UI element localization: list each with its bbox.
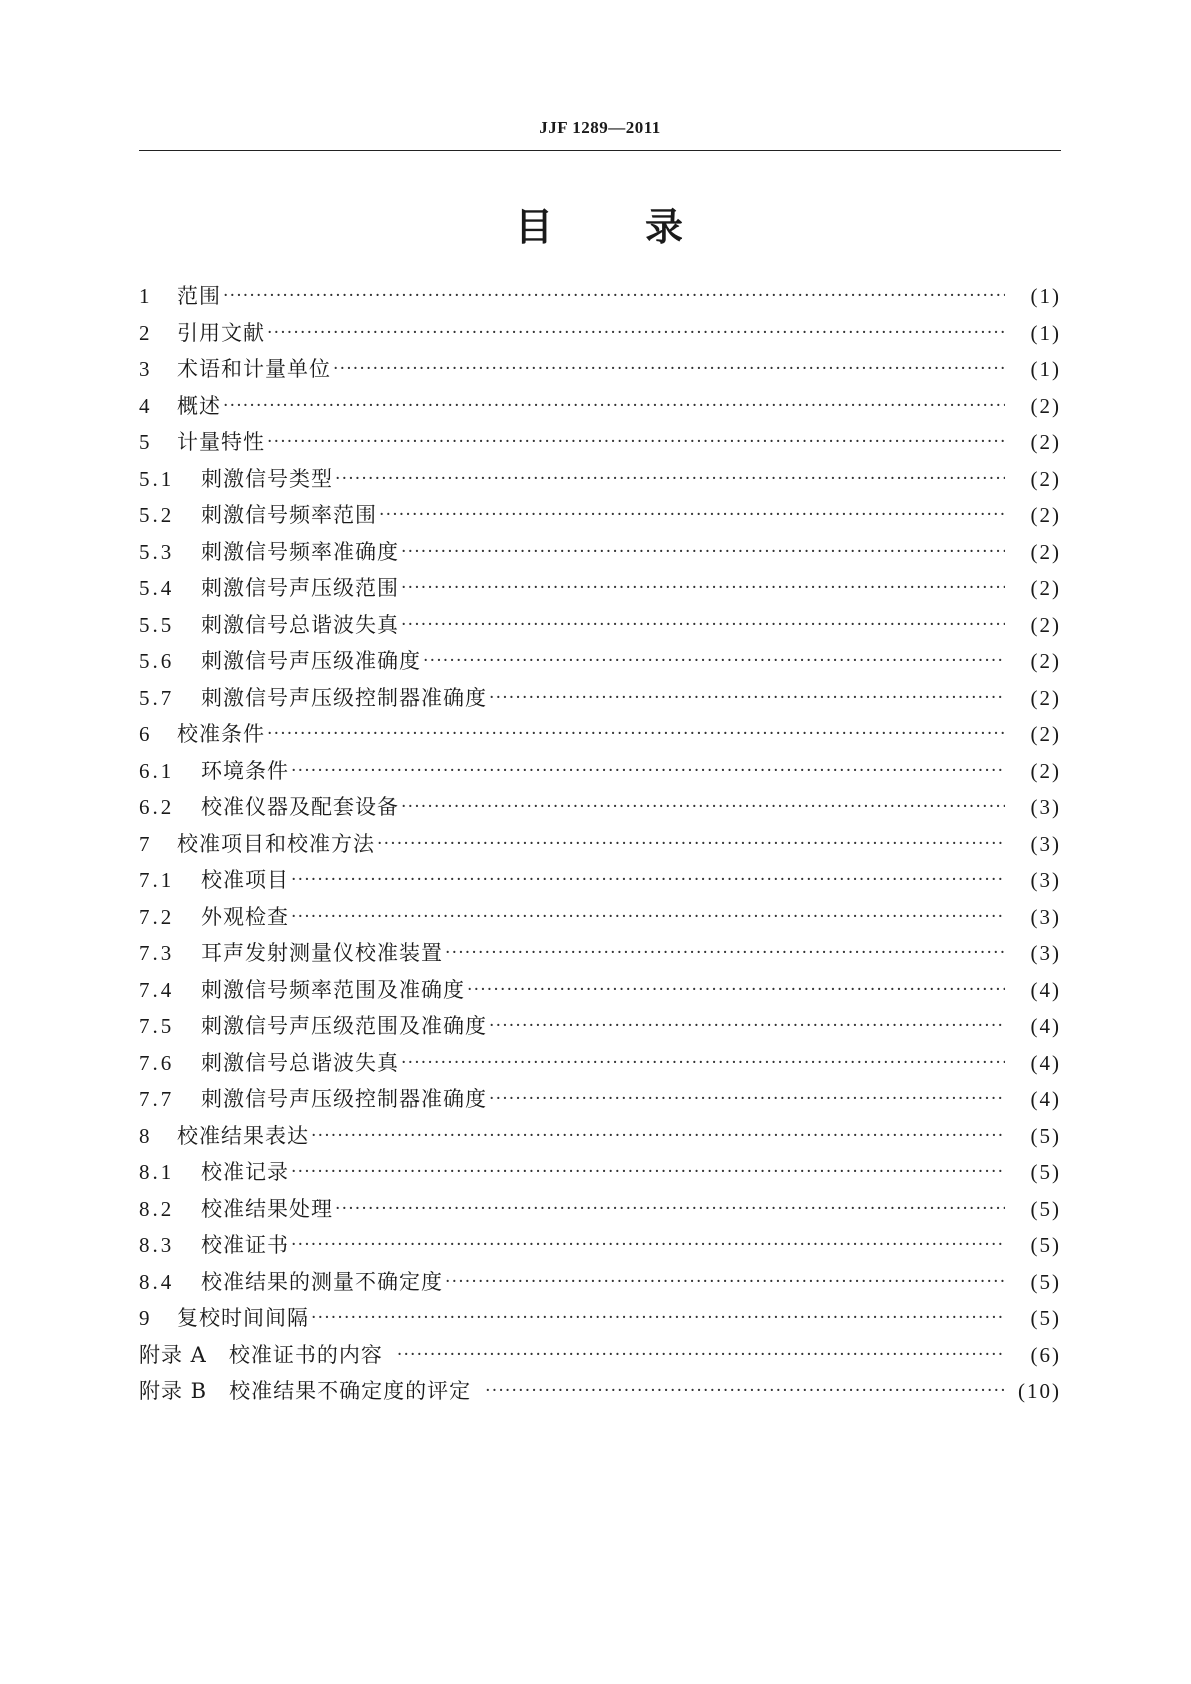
toc-leader-dots bbox=[379, 497, 1005, 534]
toc-number: 7.7 bbox=[139, 1087, 175, 1111]
toc-number: 8.2 bbox=[139, 1196, 175, 1221]
toc-label: 校准结果不确定度的评定 bbox=[229, 1379, 472, 1403]
toc-entry[interactable] bbox=[139, 534, 1061, 571]
toc-entry[interactable] bbox=[139, 278, 1061, 315]
toc-label: 校准条件 bbox=[177, 722, 265, 746]
toc-number: 5 bbox=[139, 430, 153, 454]
toc-label: 校准仪器及配套设备 bbox=[201, 795, 399, 819]
toc-page-number: (5) bbox=[1030, 1196, 1061, 1221]
toc-page-number: (5) bbox=[1030, 1233, 1061, 1257]
toc-number: 5.3 bbox=[139, 539, 175, 564]
toc-entry[interactable] bbox=[139, 1118, 1061, 1155]
toc-page-number: (10) bbox=[1018, 1379, 1061, 1403]
toc-entry[interactable] bbox=[139, 1154, 1061, 1191]
toc-number: 6 bbox=[139, 722, 153, 746]
toc-entry[interactable] bbox=[139, 826, 1061, 863]
toc-leader-dots bbox=[291, 753, 1005, 790]
toc-leader-dots bbox=[291, 899, 1005, 936]
toc-label: 概述 bbox=[177, 393, 221, 418]
toc-entry[interactable] bbox=[139, 1045, 1061, 1082]
toc-page-number: (3) bbox=[1030, 904, 1061, 929]
toc-page-number: (2) bbox=[1030, 466, 1061, 491]
toc-page-number: (6) bbox=[1030, 1342, 1061, 1367]
toc-label: 耳声发射测量仪校准装置 bbox=[201, 941, 443, 965]
toc-entry[interactable] bbox=[139, 789, 1061, 826]
toc-entry[interactable] bbox=[139, 1008, 1061, 1045]
toc-appendix-entry[interactable] bbox=[139, 1337, 1061, 1374]
toc-page-number: (2) bbox=[1030, 503, 1061, 527]
toc-page-number: (2) bbox=[1030, 722, 1061, 746]
toc-label: 刺激信号声压级范围及准确度 bbox=[201, 1014, 487, 1038]
toc-entry[interactable] bbox=[139, 388, 1061, 425]
toc-entry[interactable] bbox=[139, 935, 1061, 972]
toc-number: 5.1 bbox=[139, 466, 175, 491]
toc-label: 引用文献 bbox=[177, 320, 265, 345]
toc-page-number: (3) bbox=[1030, 941, 1061, 965]
toc-entry[interactable] bbox=[139, 753, 1061, 790]
toc-label: 刺激信号总谐波失真 bbox=[201, 1050, 399, 1075]
toc-leader-dots bbox=[267, 716, 1005, 753]
toc-leader-dots bbox=[267, 315, 1005, 352]
toc-leader-dots bbox=[335, 1191, 1005, 1228]
toc-leader-dots bbox=[401, 607, 1005, 644]
toc-leader-dots bbox=[311, 1118, 1005, 1155]
toc-leader-dots bbox=[489, 680, 1005, 717]
toc-entry[interactable] bbox=[139, 1264, 1061, 1301]
toc-page-number: (2) bbox=[1030, 539, 1061, 564]
table-of-contents bbox=[139, 278, 1061, 1410]
toc-label: 范围 bbox=[177, 284, 221, 308]
toc-number: 8.1 bbox=[139, 1160, 175, 1184]
toc-leader-dots bbox=[311, 1300, 1005, 1337]
toc-page-number: (4) bbox=[1030, 1014, 1061, 1038]
toc-page-number: (4) bbox=[1030, 977, 1061, 1002]
toc-label: 校准结果的测量不确定度 bbox=[201, 1269, 443, 1294]
toc-page-number: (4) bbox=[1030, 1050, 1061, 1075]
toc-leader-dots bbox=[489, 1008, 1005, 1045]
toc-leader-dots bbox=[335, 461, 1005, 498]
toc-entry[interactable] bbox=[139, 461, 1061, 498]
toc-number: 4 bbox=[139, 393, 153, 418]
toc-page-number: (2) bbox=[1030, 685, 1061, 710]
header-divider bbox=[139, 150, 1061, 151]
toc-page-number: (2) bbox=[1030, 430, 1061, 454]
toc-leader-dots bbox=[291, 862, 1005, 899]
toc-number: 5.5 bbox=[139, 612, 175, 637]
toc-label: 刺激信号声压级范围 bbox=[201, 576, 399, 600]
toc-label: 复校时间间隔 bbox=[177, 1306, 309, 1330]
toc-page-number: (2) bbox=[1030, 393, 1061, 418]
toc-number: 7.2 bbox=[139, 904, 175, 929]
toc-page-number: (5) bbox=[1030, 1306, 1061, 1330]
toc-entry[interactable] bbox=[139, 497, 1061, 534]
toc-number: 7.4 bbox=[139, 977, 175, 1002]
toc-number: 5.2 bbox=[139, 503, 175, 527]
toc-number: 5.7 bbox=[139, 685, 175, 710]
toc-label: 计量特性 bbox=[177, 430, 265, 454]
toc-leader-dots bbox=[223, 388, 1005, 425]
title-char-2: 录 bbox=[645, 205, 686, 249]
appendix-prefix: 附录 B bbox=[139, 1379, 208, 1403]
toc-entry[interactable] bbox=[139, 899, 1061, 936]
toc-entry[interactable] bbox=[139, 607, 1061, 644]
toc-leader-dots bbox=[401, 570, 1005, 607]
toc-leader-dots bbox=[489, 1081, 1005, 1118]
toc-leader-dots bbox=[377, 826, 1005, 863]
toc-entry[interactable] bbox=[139, 1300, 1061, 1337]
toc-number: 6.1 bbox=[139, 758, 175, 783]
toc-entry[interactable] bbox=[139, 862, 1061, 899]
toc-page-number: (5) bbox=[1030, 1123, 1061, 1148]
toc-page-number: (2) bbox=[1030, 612, 1061, 637]
toc-number: 8.4 bbox=[139, 1269, 175, 1294]
toc-leader-dots bbox=[401, 534, 1005, 571]
toc-number: 7.5 bbox=[139, 1014, 175, 1038]
toc-leader-dots bbox=[267, 424, 1005, 461]
toc-page-number: (2) bbox=[1030, 649, 1061, 673]
toc-page-number: (2) bbox=[1030, 576, 1061, 600]
title-char-1: 目 bbox=[514, 205, 555, 249]
toc-leader-dots bbox=[291, 1227, 1005, 1264]
toc-number: 9 bbox=[139, 1306, 153, 1330]
toc-entry[interactable] bbox=[139, 680, 1061, 717]
toc-label: 术语和计量单位 bbox=[177, 357, 331, 381]
toc-label: 环境条件 bbox=[201, 758, 289, 783]
toc-leader-dots bbox=[401, 789, 1005, 826]
toc-label: 刺激信号总谐波失真 bbox=[201, 612, 399, 637]
toc-label: 刺激信号频率范围 bbox=[201, 503, 377, 527]
toc-leader-dots bbox=[401, 1045, 1005, 1082]
toc-number: 7.3 bbox=[139, 941, 175, 965]
toc-number: 5.4 bbox=[139, 576, 175, 600]
toc-entry[interactable] bbox=[139, 1081, 1061, 1118]
toc-page-number: (3) bbox=[1030, 795, 1061, 819]
document-code-header: JJF 1289—2011 bbox=[539, 118, 661, 137]
toc-entry[interactable] bbox=[139, 570, 1061, 607]
toc-label: 校准证书 bbox=[201, 1233, 289, 1257]
toc-label: 校准记录 bbox=[201, 1160, 289, 1184]
toc-number: 1 bbox=[139, 284, 153, 308]
toc-number: 3 bbox=[139, 357, 153, 381]
toc-appendix-entry[interactable] bbox=[139, 1373, 1061, 1410]
toc-page-number: (1) bbox=[1030, 357, 1061, 381]
toc-page-number: (2) bbox=[1030, 758, 1061, 783]
toc-number: 6.2 bbox=[139, 795, 175, 819]
toc-leader-dots bbox=[445, 935, 1005, 972]
toc-leader-dots bbox=[485, 1373, 1005, 1410]
toc-leader-dots bbox=[291, 1154, 1005, 1191]
toc-label: 校准结果处理 bbox=[201, 1196, 333, 1221]
toc-leader-dots bbox=[445, 1264, 1005, 1301]
toc-number: 8 bbox=[139, 1123, 153, 1148]
toc-leader-dots bbox=[423, 643, 1005, 680]
toc-leader-dots bbox=[223, 278, 1005, 315]
toc-label: 刺激信号声压级控制器准确度 bbox=[201, 685, 487, 710]
toc-number: 7 bbox=[139, 831, 153, 856]
page-title bbox=[139, 196, 1061, 251]
toc-entry[interactable] bbox=[139, 1227, 1061, 1264]
toc-label: 刺激信号频率准确度 bbox=[201, 539, 399, 564]
toc-entry[interactable] bbox=[139, 315, 1061, 352]
toc-entry[interactable] bbox=[139, 643, 1061, 680]
toc-number: 7.1 bbox=[139, 868, 175, 892]
toc-label: 校准结果表达 bbox=[177, 1123, 309, 1148]
toc-page-number: (5) bbox=[1030, 1160, 1061, 1184]
toc-number: 5.6 bbox=[139, 649, 175, 673]
toc-entry[interactable] bbox=[139, 716, 1061, 753]
toc-label: 外观检查 bbox=[201, 904, 289, 929]
toc-label: 刺激信号频率范围及准确度 bbox=[201, 977, 465, 1002]
toc-label: 刺激信号类型 bbox=[201, 466, 333, 491]
toc-leader-dots bbox=[333, 351, 1005, 388]
toc-entry[interactable] bbox=[139, 424, 1061, 461]
appendix-prefix: 附录 A bbox=[139, 1342, 207, 1367]
toc-leader-dots bbox=[467, 972, 1005, 1009]
toc-page-number: (4) bbox=[1030, 1087, 1061, 1111]
toc-page-number: (5) bbox=[1030, 1269, 1061, 1294]
toc-entry[interactable] bbox=[139, 351, 1061, 388]
toc-label: 校准项目和校准方法 bbox=[177, 831, 375, 856]
toc-number: 8.3 bbox=[139, 1233, 175, 1257]
toc-page-number: (1) bbox=[1030, 284, 1061, 308]
toc-label: 校准项目 bbox=[201, 868, 289, 892]
toc-page-number: (1) bbox=[1030, 320, 1061, 345]
toc-number: 7.6 bbox=[139, 1050, 175, 1075]
toc-leader-dots bbox=[397, 1337, 1005, 1374]
toc-label: 刺激信号声压级准确度 bbox=[201, 649, 421, 673]
toc-label: 刺激信号声压级控制器准确度 bbox=[201, 1087, 487, 1111]
toc-entry[interactable] bbox=[139, 972, 1061, 1009]
toc-page-number: (3) bbox=[1030, 868, 1061, 892]
toc-label: 校准证书的内容 bbox=[228, 1342, 383, 1367]
toc-page-number: (3) bbox=[1030, 831, 1061, 856]
toc-entry[interactable] bbox=[139, 1191, 1061, 1228]
toc-number: 2 bbox=[139, 320, 153, 345]
